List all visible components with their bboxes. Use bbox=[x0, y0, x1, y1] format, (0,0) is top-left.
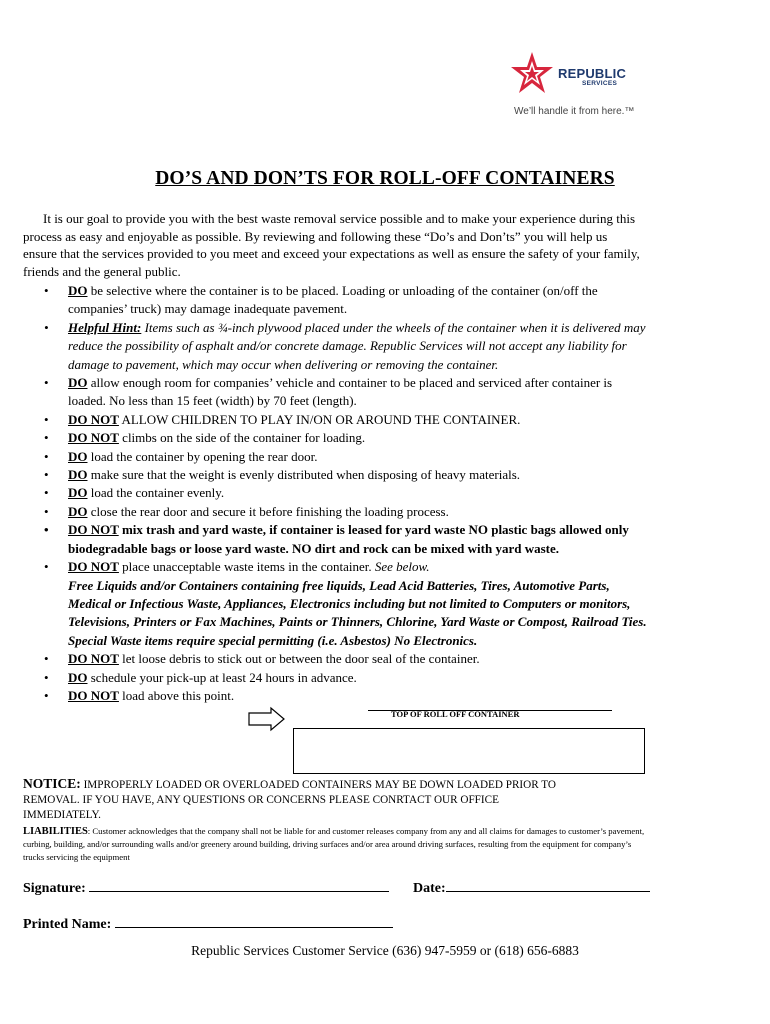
rules-list bbox=[23, 282, 748, 705]
list-item: • DO schedule your pick-up at least 24 hours in advance. bbox=[44, 669, 357, 685]
liabilities-block: LIABILITIES: Customer acknowledges that the company shall not be liable for and customer releases company from any and all claims for damages to customer’s pavement, curbing, building, and/or surrounding walls and/or greenery around building, driving surfaces and/or area around driving surfaces, resulting from the equipment for company’s trucks servicing the equipment bbox=[23, 826, 645, 862]
top-of-container-label: TOP OF ROLL OFF CONTAINER bbox=[391, 709, 520, 719]
notice-block: NOTICE: IMPROPERLY LOADED OR OVERLOADED CONTAINERS MAY BE DOWN LOADED PRIOR TO REMOVAL. IF YOU HAVE, ANY QUESTIONS OR CONCERNS PLEASE CONRTACT OUR OFFICE IMMEDIATELY. bbox=[23, 776, 556, 821]
list-item: • DO NOT place unacceptable waste items in the container. See below. Free Liquids and/or Containers containing free liquids, Lead Acid Batteries, Tires, Automotive Parts, Medical or Infectious Waste, Appliances, Electronics including but not limited to Computers or monitors, Televisions, Printers or Fax Machines, Paints or Thinners, Chlorine, Yard Waste or Compost, Railroad Ties. Special Waste items require special permitting (i.e. Asbestos) No Electronics. bbox=[44, 559, 647, 648]
brand-name: REPUBLIC bbox=[558, 66, 627, 81]
intro-line: ensure that the services provided to you meet and exceed your expectations as well as ensure the safety of your family, bbox=[23, 246, 640, 262]
printed-name-label: Printed Name: bbox=[23, 917, 112, 932]
list-item: • DO NOT climbs on the side of the container for loading. bbox=[44, 430, 366, 446]
tagline: We’ll handle it from here.™ bbox=[514, 106, 635, 117]
printed-name-line[interactable] bbox=[115, 915, 393, 928]
intro-line: friends and the general public. bbox=[23, 263, 181, 279]
list-item: • DO NOT ALLOW CHILDREN TO PLAY IN/ON OR AROUND THE CONTAINER. bbox=[44, 411, 521, 427]
list-item: • DO NOT mix trash and yard waste, if container is leased for yard waste NO plastic bags allowed only biodegradable bags or loose yard waste. NO dirt and rock can be mixed with yard waste. bbox=[44, 522, 629, 556]
list-item: • Helpful Hint: Items such as ¾-inch plywood placed under the wheels of the container when it is delivered may reduce the possibility of asphalt and/or concrete damage. Republic Services will not accept any liability for damage to pavement, which may occur when delivering or removing the container. bbox=[44, 319, 646, 372]
intro-line: It is our goal to provide you with the best waste removal service possible and to make your experience during this bbox=[43, 211, 636, 226]
notice-label: NOTICE: bbox=[23, 776, 81, 791]
brand-sub: SERVICES bbox=[582, 80, 618, 87]
intro-paragraph bbox=[23, 210, 745, 280]
date-field bbox=[413, 879, 650, 897]
list-item: • DO NOT load above this point. bbox=[44, 687, 235, 703]
list-item: • DO NOT let loose debris to stick out or between the door seal of the container. bbox=[44, 651, 480, 667]
date-label: Date: bbox=[413, 881, 446, 896]
liabilities-label: LIABILITIES bbox=[23, 826, 88, 837]
signature-field bbox=[23, 879, 389, 897]
list-item: • DO be selective where the container is to be placed. Loading or unloading of the container (on/off the companies’ truck) may damage inadequate pavement. bbox=[44, 283, 598, 317]
republic-services-logo bbox=[508, 50, 658, 120]
list-item: • DO close the rear door and secure it before finishing the loading process. bbox=[44, 503, 449, 519]
top-of-container-line bbox=[368, 709, 612, 719]
list-item: • DO make sure that the weight is evenly distributed when disposing of heavy materials. bbox=[44, 467, 521, 483]
list-item: • DO load the container by opening the rear door. bbox=[44, 448, 318, 464]
customer-service-info: Republic Services Customer Service (636) 947-5959 or (618) 656-6883 bbox=[191, 943, 579, 958]
printed-name-field bbox=[23, 915, 393, 933]
republic-star-icon bbox=[508, 50, 556, 98]
signature-line[interactable] bbox=[89, 879, 389, 892]
list-item: • DO load the container evenly. bbox=[44, 485, 225, 501]
container-diagram-box bbox=[293, 728, 645, 774]
arrow-right-icon bbox=[247, 706, 287, 732]
date-line[interactable] bbox=[446, 879, 650, 892]
list-item: • DO allow enough room for companies’ vehicle and container to be placed and serviced after container is loaded. No less than 15 feet (width) by 70 feet (length). bbox=[44, 375, 613, 409]
signature-label: Signature: bbox=[23, 881, 86, 896]
intro-line: process as easy and enjoyable as possible. By reviewing and following these “Do’s and Don’ts” you will help us bbox=[23, 228, 608, 244]
page-title: DO’S AND DON’TS FOR ROLL-OFF CONTAINERS bbox=[155, 168, 615, 189]
